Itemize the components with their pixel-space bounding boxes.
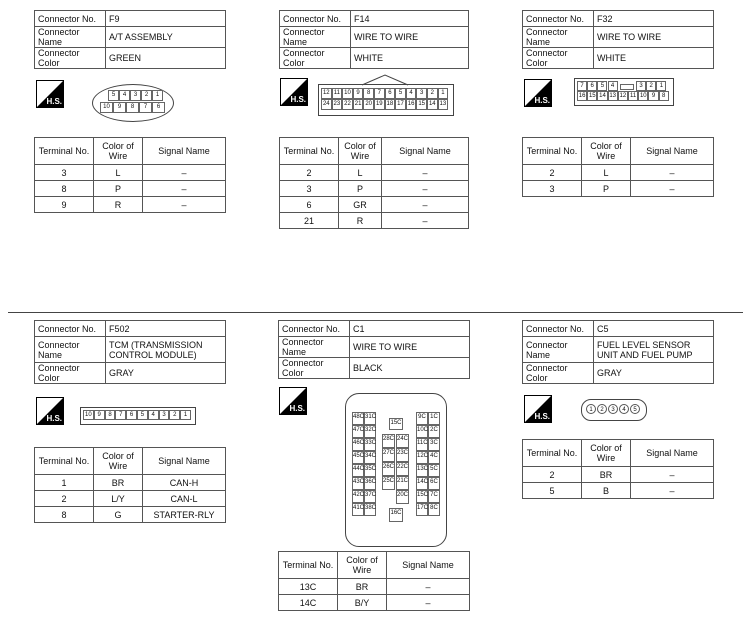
- connector-no-label: Connector No.: [523, 321, 594, 337]
- signal-name-cell: –: [631, 165, 714, 181]
- pin-cell: 7: [139, 102, 152, 113]
- color-of-wire-header: [582, 138, 631, 165]
- table-row: [280, 213, 469, 229]
- connector-color-label: Connector Color: [523, 363, 594, 384]
- signal-name-cell: –: [382, 181, 469, 197]
- pin-cell: 32C: [364, 425, 376, 438]
- pin-cell: 10: [342, 88, 353, 99]
- pin-cell: 3: [608, 404, 618, 414]
- color-of-wire-line2: Wire: [596, 151, 616, 161]
- signal-name-cell: –: [387, 579, 470, 595]
- pin-cell: 12: [321, 88, 332, 99]
- pin-cell: 8: [363, 88, 374, 99]
- hs-label: H.S.: [46, 414, 62, 423]
- terminal-no-header: Terminal No.: [35, 138, 94, 165]
- pin-cell: 9: [113, 102, 126, 113]
- terminal-no-cell: 8: [35, 181, 94, 197]
- harness-side-icon: [524, 395, 552, 423]
- pin-cell: 6: [587, 81, 597, 91]
- signal-name-cell: –: [143, 181, 226, 197]
- signal-name-cell: –: [143, 197, 226, 213]
- pin-cell: 4: [119, 90, 130, 101]
- pin-cell: 17C: [416, 503, 428, 516]
- pin-cell: 24C: [396, 434, 409, 448]
- connector-color-value: GRAY: [594, 363, 714, 384]
- connector-color-label: Connector Color: [523, 48, 594, 69]
- signal-name-cell: –: [382, 165, 469, 181]
- pin-cell: 26C: [382, 462, 395, 476]
- pin-cell: 4: [608, 81, 618, 91]
- connector-name-value: FUEL LEVEL SENSOR UNIT AND FUEL PUMP: [594, 337, 714, 363]
- wire-color-cell: BR: [338, 579, 387, 595]
- connector-no-value: F14: [351, 11, 469, 27]
- table-row: [35, 491, 226, 507]
- table-row: [523, 483, 714, 499]
- color-of-wire-header: [94, 138, 143, 165]
- color-of-wire-header: [582, 440, 631, 467]
- connector-no-label: Connector No.: [35, 321, 106, 337]
- color-of-wire-line2: Wire: [352, 565, 372, 575]
- pin-cell: 3: [130, 90, 141, 101]
- pin-cell: 15C: [416, 490, 428, 503]
- pin-cell: 8: [105, 410, 116, 420]
- connector-no-label: Connector No.: [280, 11, 351, 27]
- pin-cell: 15: [588, 93, 596, 99]
- f14-latch: [360, 74, 410, 86]
- wire-color-cell: L: [582, 165, 631, 181]
- signal-table-header: [279, 552, 470, 579]
- pin-cell: 4: [148, 410, 159, 420]
- harness-side-icon: [279, 387, 307, 415]
- pin-cell: 10C: [416, 425, 428, 438]
- pin-cell: 20: [363, 99, 374, 110]
- pin-cell: 48C: [352, 412, 364, 425]
- terminal-no-header: Terminal No.: [35, 448, 94, 475]
- pin-cell: 43C: [352, 477, 364, 490]
- color-of-wire-line1: Color of: [344, 141, 376, 151]
- pin-cell: 14: [599, 93, 606, 99]
- pin-cell: 22: [342, 99, 353, 110]
- signal-table-header: [523, 440, 714, 467]
- f14-signal-table: [279, 137, 469, 229]
- hs-label: H.S.: [289, 404, 305, 413]
- terminal-no-cell: 3: [280, 181, 339, 197]
- pin-cell: 12C: [416, 451, 428, 464]
- pin-cell: 16C: [389, 508, 403, 522]
- connector-name-value: WIRE TO WIRE: [594, 27, 714, 48]
- pin-cell: 11: [629, 93, 637, 99]
- connector-no-label: Connector No.: [279, 321, 350, 337]
- connector-color-value: WHITE: [351, 48, 469, 69]
- connector-color-value: WHITE: [594, 48, 714, 69]
- pin-cell: 11C: [416, 438, 428, 451]
- pin-cell: 4: [406, 88, 417, 99]
- hs-label: H.S.: [534, 96, 550, 105]
- f32-signal-table: [522, 137, 714, 197]
- terminal-no-header: Terminal No.: [279, 552, 338, 579]
- pin-cell: 27C: [382, 448, 395, 462]
- pin-cell: 2: [141, 90, 152, 101]
- pin-cell: 46C: [352, 438, 364, 451]
- pin-cell: 24: [321, 99, 332, 110]
- terminal-no-cell: 2: [280, 165, 339, 181]
- terminal-no-cell: 8: [35, 507, 94, 523]
- f9-info-table: [34, 10, 226, 69]
- pin-cell: 6: [385, 88, 396, 99]
- harness-side-icon: [280, 78, 308, 106]
- terminal-no-cell: 6: [280, 197, 339, 213]
- color-of-wire-line2: Wire: [596, 453, 616, 463]
- wire-color-cell: R: [339, 213, 382, 229]
- pin-cell: 22C: [396, 462, 409, 476]
- connector-no-value: F9: [106, 11, 226, 27]
- terminal-no-cell: 5: [523, 483, 582, 499]
- wire-color-cell: P: [94, 181, 143, 197]
- wire-color-cell: R: [94, 197, 143, 213]
- table-row: [35, 507, 226, 523]
- section-divider: [8, 312, 743, 313]
- terminal-no-cell: 2: [523, 165, 582, 181]
- pin-cell: 4: [619, 404, 629, 414]
- signal-name-header: Signal Name: [387, 552, 470, 579]
- pin-cell: 19: [374, 99, 385, 110]
- pin-cell: 10: [100, 102, 113, 113]
- key-slot: [620, 84, 634, 90]
- table-row: [35, 165, 226, 181]
- connector-name-value: A/T ASSEMBLY: [106, 27, 226, 48]
- pin-cell: 16: [578, 93, 586, 99]
- color-of-wire-line1: Color of: [590, 141, 622, 151]
- pin-cell: 25C: [382, 476, 395, 490]
- pin-cell: 9: [353, 88, 364, 99]
- signal-name-cell: –: [631, 181, 714, 197]
- pin-cell: 13: [438, 99, 449, 110]
- wire-color-cell: L/Y: [94, 491, 143, 507]
- connector-name-label: Connector Name: [279, 337, 350, 358]
- pin-cell: 3: [636, 81, 646, 91]
- wire-color-cell: B/Y: [338, 595, 387, 611]
- c1-pin-grid: [352, 412, 440, 532]
- connector-no-label: Connector No.: [523, 11, 594, 27]
- connector-color-label: Connector Color: [280, 48, 351, 69]
- signal-table-header: [35, 448, 226, 475]
- pin-cell: 10: [639, 93, 647, 99]
- connector-no-value: C1: [350, 321, 470, 337]
- hs-label: H.S.: [46, 97, 62, 106]
- c1-signal-table: [278, 551, 470, 611]
- signal-name-header: Signal Name: [382, 138, 469, 165]
- terminal-no-cell: 2: [35, 491, 94, 507]
- pin-cell: 11: [332, 88, 343, 99]
- signal-table-header: [523, 138, 714, 165]
- signal-table-header: [280, 138, 469, 165]
- wire-color-cell: G: [94, 507, 143, 523]
- c5-signal-table: [522, 439, 714, 499]
- pin-cell: 2: [427, 88, 438, 99]
- pin-cell: 47C: [352, 425, 364, 438]
- pin-cell: 2C: [428, 425, 440, 438]
- color-of-wire-line2: Wire: [350, 151, 370, 161]
- terminal-no-cell: 21: [280, 213, 339, 229]
- pin-cell: 5: [630, 404, 640, 414]
- terminal-no-header: Terminal No.: [523, 440, 582, 467]
- pin-cell: 7C: [428, 490, 440, 503]
- table-row: [523, 165, 714, 181]
- color-of-wire-header: [94, 448, 143, 475]
- signal-name-cell: –: [143, 165, 226, 181]
- pin-cell: 14: [427, 99, 438, 110]
- pin-cell: 8: [126, 102, 139, 113]
- color-of-wire-line1: Color of: [102, 141, 134, 151]
- color-of-wire-line2: Wire: [108, 461, 128, 471]
- terminal-no-cell: 3: [35, 165, 94, 181]
- terminal-no-cell: 9: [35, 197, 94, 213]
- pin-cell: 41C: [352, 503, 364, 516]
- pin-cell: 4C: [428, 451, 440, 464]
- c1-info-table: [278, 320, 470, 379]
- pin-cell: 7: [577, 81, 587, 91]
- connector-color-label: Connector Color: [35, 48, 106, 69]
- pin-cell: 5: [395, 88, 406, 99]
- pin-cell: 2: [646, 81, 656, 91]
- pin-cell: 15C: [389, 418, 403, 430]
- signal-name-cell: STARTER-RLY: [143, 507, 226, 523]
- table-row: [523, 467, 714, 483]
- wire-color-cell: BR: [582, 467, 631, 483]
- pin-cell: 42C: [352, 490, 364, 503]
- connector-color-label: Connector Color: [35, 363, 106, 384]
- table-row: [280, 197, 469, 213]
- pin-cell: 2: [597, 404, 607, 414]
- f502-info-table: [34, 320, 226, 384]
- pin-cell: 9C: [416, 412, 428, 425]
- pin-cell: 36C: [364, 477, 376, 490]
- color-of-wire-line2: Wire: [108, 151, 128, 161]
- color-of-wire-line1: Color of: [590, 443, 622, 453]
- pin-cell: 13C: [416, 464, 428, 477]
- pin-cell: 33C: [364, 438, 376, 451]
- pin-cell: 5: [108, 90, 119, 101]
- table-row: [279, 579, 470, 595]
- color-of-wire-line1: Color of: [346, 555, 378, 565]
- c5-info-table: [522, 320, 714, 384]
- pin-cell: 8: [659, 91, 669, 101]
- signal-name-cell: –: [631, 483, 714, 499]
- pin-cell: 45C: [352, 451, 364, 464]
- pin-cell: 8C: [428, 503, 440, 516]
- table-row: [35, 181, 226, 197]
- f9-signal-table: [34, 137, 226, 213]
- color-of-wire-line1: Color of: [102, 451, 134, 461]
- connector-color-value: GRAY: [106, 363, 226, 384]
- signal-name-header: Signal Name: [143, 138, 226, 165]
- signal-name-cell: CAN-H: [143, 475, 226, 491]
- signal-name-cell: –: [387, 595, 470, 611]
- table-row: [523, 181, 714, 197]
- connector-color-value: GREEN: [106, 48, 226, 69]
- wire-color-cell: P: [582, 181, 631, 197]
- signal-name-header: Signal Name: [631, 440, 714, 467]
- pin-cell: 18: [385, 99, 396, 110]
- terminal-no-cell: 1: [35, 475, 94, 491]
- terminal-no-cell: 13C: [279, 579, 338, 595]
- pin-cell: 6C: [428, 477, 440, 490]
- terminal-no-cell: 3: [523, 181, 582, 197]
- pin-cell: 1: [586, 404, 596, 414]
- pin-cell: 12: [619, 93, 627, 99]
- pin-cell: 31C: [364, 412, 376, 425]
- wire-color-cell: P: [339, 181, 382, 197]
- pin-cell: 44C: [352, 464, 364, 477]
- pin-cell: 16: [406, 99, 417, 110]
- harness-side-icon: [36, 397, 64, 425]
- pin-cell: 1C: [428, 412, 440, 425]
- connector-name-label: Connector Name: [523, 27, 594, 48]
- pin-cell: 2: [169, 410, 180, 420]
- pin-cell: 6: [152, 102, 165, 113]
- connector-color-value: BLACK: [350, 358, 470, 379]
- harness-side-icon: [524, 79, 552, 107]
- pin-cell: 17: [395, 99, 406, 110]
- pin-cell: 23C: [396, 448, 409, 462]
- wire-color-cell: BR: [94, 475, 143, 491]
- pin-cell: 10: [83, 410, 94, 420]
- connector-no-label: Connector No.: [35, 11, 106, 27]
- connector-name-value: TCM (TRANSMISSION CONTROL MODULE): [106, 337, 226, 363]
- pin-cell: 20C: [396, 490, 409, 504]
- terminal-no-header: Terminal No.: [523, 138, 582, 165]
- pin-cell: 28C: [382, 434, 395, 448]
- hs-label: H.S.: [290, 95, 306, 104]
- harness-side-icon: [36, 80, 64, 108]
- signal-name-cell: –: [382, 197, 469, 213]
- table-row: [280, 165, 469, 181]
- pin-cell: 7: [115, 410, 126, 420]
- table-row: [279, 595, 470, 611]
- pin-cell: 21C: [396, 476, 409, 490]
- pin-cell: 5: [597, 81, 607, 91]
- color-of-wire-header: [339, 138, 382, 165]
- pin-cell: 23: [332, 99, 343, 110]
- pin-cell: 38C: [364, 503, 376, 516]
- table-row: [35, 475, 226, 491]
- pin-cell: 3C: [428, 438, 440, 451]
- f32-info-table: [522, 10, 714, 69]
- pin-cell: 14C: [416, 477, 428, 490]
- connector-no-value: F32: [594, 11, 714, 27]
- hs-label: H.S.: [534, 412, 550, 421]
- pin-cell: 13: [609, 93, 617, 99]
- connector-name-label: Connector Name: [523, 337, 594, 363]
- signal-table-header: [35, 138, 226, 165]
- terminal-no-cell: 2: [523, 467, 582, 483]
- pin-cell: 1: [438, 88, 449, 99]
- wire-color-cell: GR: [339, 197, 382, 213]
- pin-cell: 15: [416, 99, 427, 110]
- connector-name-label: Connector Name: [280, 27, 351, 48]
- pin-cell: 9: [648, 91, 658, 101]
- pin-cell: 9: [94, 410, 105, 420]
- signal-name-header: Signal Name: [631, 138, 714, 165]
- signal-name-header: Signal Name: [143, 448, 226, 475]
- connector-no-value: C5: [594, 321, 714, 337]
- signal-name-cell: –: [382, 213, 469, 229]
- connector-name-label: Connector Name: [35, 27, 106, 48]
- pin-cell: 7: [374, 88, 385, 99]
- terminal-no-cell: 14C: [279, 595, 338, 611]
- pin-cell: 37C: [364, 490, 376, 503]
- connector-name-label: Connector Name: [35, 337, 106, 363]
- pin-cell: 5: [137, 410, 148, 420]
- table-row: [280, 181, 469, 197]
- pin-cell: 1: [656, 81, 666, 91]
- pin-cell: 35C: [364, 464, 376, 477]
- pin-cell: 3: [416, 88, 427, 99]
- connector-name-value: WIRE TO WIRE: [350, 337, 470, 358]
- terminal-no-header: Terminal No.: [280, 138, 339, 165]
- signal-name-cell: CAN-L: [143, 491, 226, 507]
- color-of-wire-header: [338, 552, 387, 579]
- table-row: [35, 197, 226, 213]
- pin-cell: 3: [159, 410, 170, 420]
- pin-cell: 5C: [428, 464, 440, 477]
- f14-info-table: [279, 10, 469, 69]
- pin-cell: 21: [353, 99, 364, 110]
- connector-no-value: F502: [106, 321, 226, 337]
- connector-name-value: WIRE TO WIRE: [351, 27, 469, 48]
- wire-color-cell: B: [582, 483, 631, 499]
- pin-cell: 1: [152, 90, 163, 101]
- wire-color-cell: L: [94, 165, 143, 181]
- pin-cell: 6: [126, 410, 137, 420]
- signal-name-cell: –: [631, 467, 714, 483]
- connector-color-label: Connector Color: [279, 358, 350, 379]
- pin-cell: 1: [180, 410, 191, 420]
- pin-cell: 34C: [364, 451, 376, 464]
- f502-signal-table: [34, 447, 226, 523]
- wire-color-cell: L: [339, 165, 382, 181]
